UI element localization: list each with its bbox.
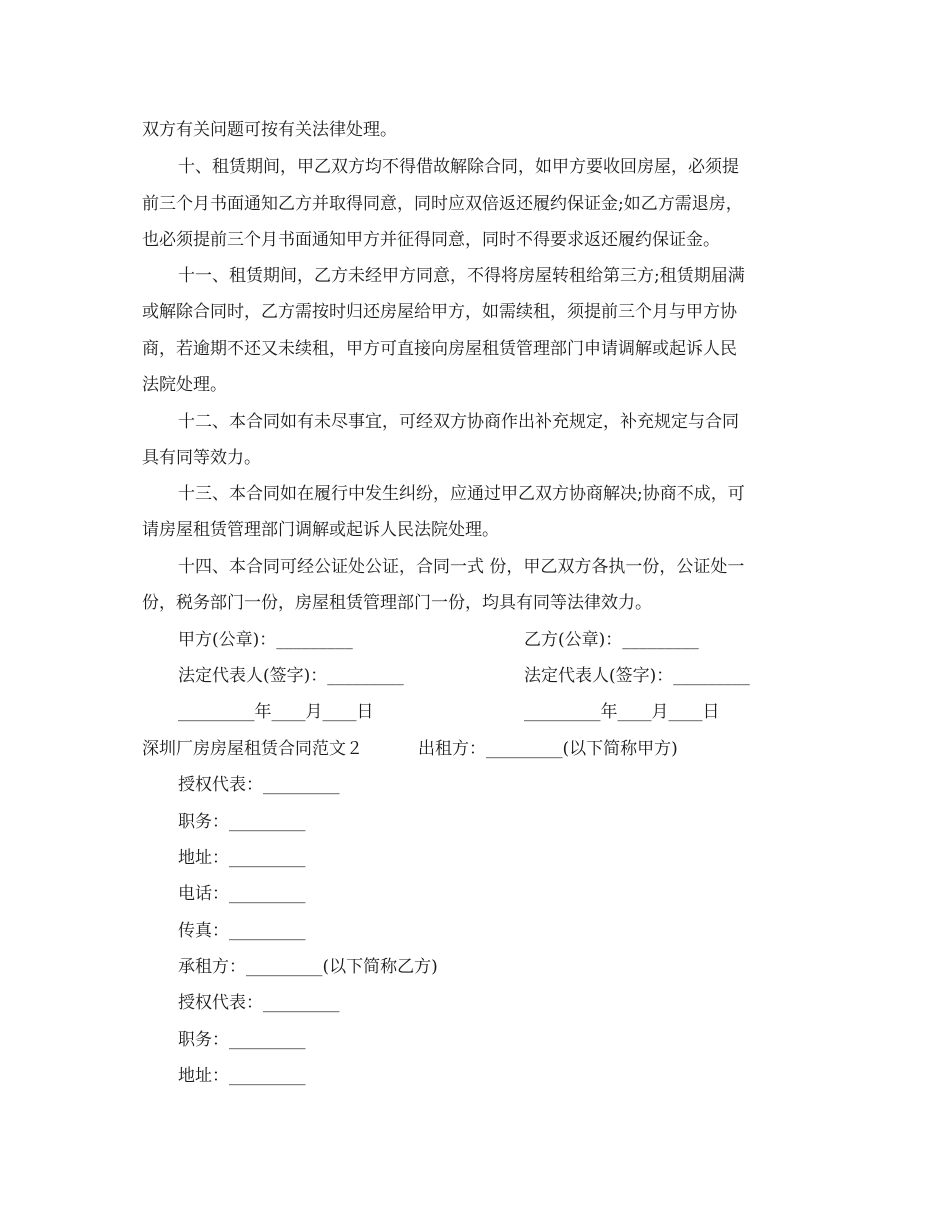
clause-11-line: 法院处理。 [142,375,227,395]
lessee-field: 承租方：_________(以下简称乙方) [178,957,438,977]
party-b-date-field: _________年____月____日 [524,702,720,722]
clause-13-line: 请房屋租赁管理部门调解或起诉人民法院处理。 [142,520,499,540]
party-a-rep-field: 法定代表人(签字)：_________ [178,666,404,686]
clause-10-line: 前三个月书面通知乙方并取得同意，同时应双倍返还履约保证金;如乙方需退房， [142,194,743,214]
lessee-position-field: 职务：_________ [178,1030,306,1050]
clause-12-line: 具有同等效力。 [142,448,261,468]
clause-14-line: 十四、本合同可经公证处公证，合同一式 份，甲乙双方各执一份，公证处一 [178,557,745,577]
clause-11-line: 商，若逾期不还又未续租，甲方可直接向房屋租赁管理部门申请调解或起诉人民 [142,339,737,359]
lessee-rep-field: 授权代表：_________ [178,993,340,1013]
lessor-rep-field: 授权代表：_________ [178,775,340,795]
clause-10-line: 十、租赁期间，甲乙双方均不得借故解除合同，如甲方要收回房屋，必须提 [178,157,739,177]
lessor-field: 出租方：_________(以下简称甲方) [418,739,678,759]
paragraph-line: 双方有关问题可按有关法律处理。 [142,120,397,140]
clause-13-line: 十三、本合同如在履行中发生纠纷，应通过甲乙双方协商解决;协商不成，可 [178,484,745,504]
lessee-address-field: 地址：_________ [178,1066,306,1086]
lessor-fax-field: 传真：_________ [178,921,306,941]
clause-14-line: 份，税务部门一份，房屋租赁管理部门一份，均具有同等法律效力。 [142,593,652,613]
clause-10-line: 也必须提前三个月书面通知甲方并征得同意，同时不得要求返还履约保证金。 [142,230,720,250]
lessor-phone-field: 电话：_________ [178,884,306,904]
clause-12-line: 十二、本合同如有未尽事宜，可经双方协商作出补充规定，补充规定与合同 [178,412,739,432]
party-b-rep-field: 法定代表人(签字)：_________ [524,666,750,686]
lessor-position-field: 职务：_________ [178,812,306,832]
section-2-title: 深圳厂房房屋租赁合同范文２ [142,739,363,759]
party-a-seal-field: 甲方(公章)：_________ [178,630,353,650]
clause-11-line: 或解除合同时，乙方需按时归还房屋给甲方，如需续租，须提前三个月与甲方协 [142,302,737,322]
party-a-date-field: _________年____月____日 [178,702,374,722]
party-b-seal-field: 乙方(公章)：_________ [524,630,699,650]
lessor-address-field: 地址：_________ [178,848,306,868]
clause-11-line: 十一、租赁期间，乙方未经甲方同意，不得将房屋转租给第三方;租赁期届满 [178,266,745,286]
